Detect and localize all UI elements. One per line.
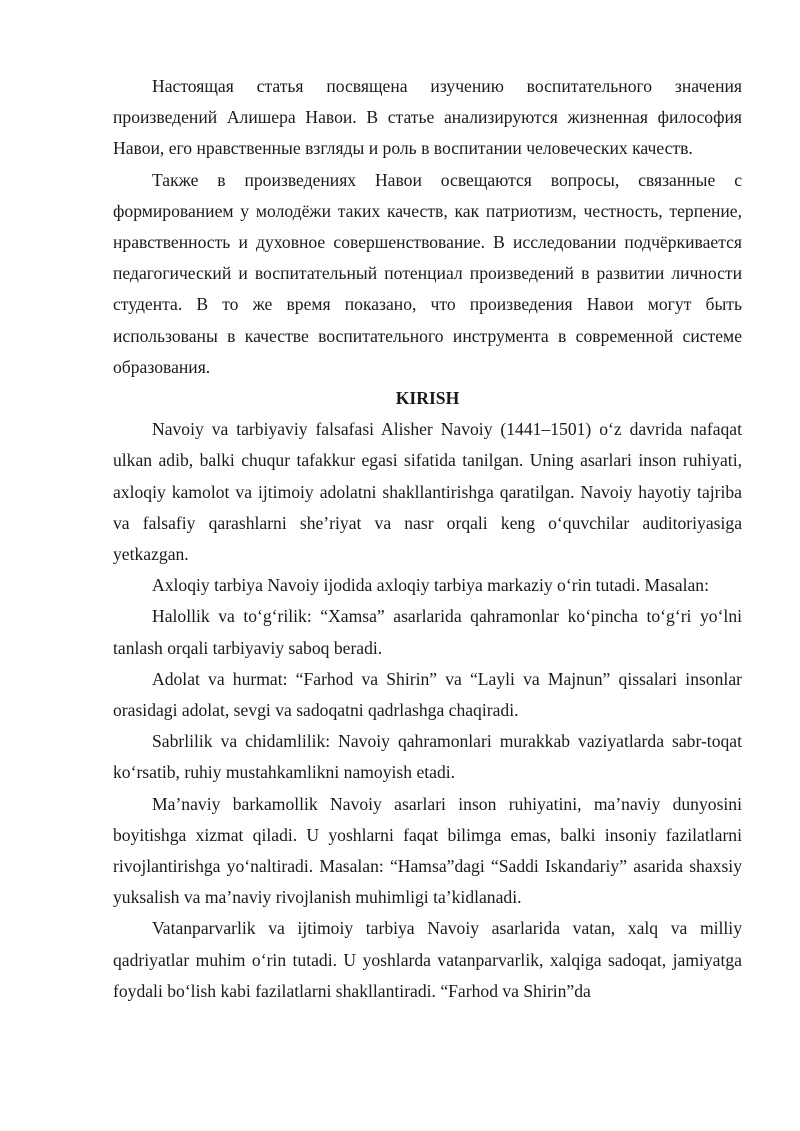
- section-heading: KIRISH: [395, 388, 460, 409]
- body-paragraph-6: Ma’naviy barkamollik Navoiy asarlari inson ruhiyatini, ma’naviy dunyosini boyitishga xizmat qiladi. U yoshlarni faqat bilimga emas, balki insoniy fazilatlarni rivojlantirishga yo‘naltiradi. Masalan: “Hamsa”dagi “Saddi Iskandariy” asarida shaxsiy yuksalish va ma’naviy rivojlanish muhimligi ta’kidlanadi.: [113, 793, 742, 908]
- document-page: [113, 71, 742, 1007]
- body-paragraph-5: Sabrlilik va chidamlilik: Navoiy qahramonlari murakkab vaziyatlarda sabr-toqat ko‘rsatib, ruhiy mustahkamlikni namoyish etadi.: [113, 731, 742, 783]
- body-paragraph-2: Axloqiy tarbiya Navoiy ijodida axloqiy tarbiya markaziy o‘rin tutadi. Masalan:: [152, 575, 709, 596]
- body-paragraph-1: Navoiy va tarbiyaviy falsafasi Alisher Navoiy (1441–1501) o‘z davrida nafaqat ulkan adib, balki chuqur tafakkur egasi sifatida tanilgan. Uning asarlari inson ruhiyati, axloqiy kamolot va ijtimoiy adolatni shakllantirishga qaratilgan. Navoiy hayotiy tajriba va falsafiy qarashlarni she’riyat va nasr orqali keng o‘quvchilar auditoriyasiga yetkazgan.: [113, 419, 742, 565]
- body-paragraph-3: Halollik va to‘g‘rilik: “Xamsa” asarlarida qahramonlar ko‘pincha to‘g‘ri yo‘lni tanlash orqali tarbiyaviy saboq beradi.: [113, 606, 742, 658]
- body-paragraph-7: Vatanparvarlik va ijtimoiy tarbiya Navoiy asarlarida vatan, xalq va milliy qadriyatlar muhim o‘rin tutadi. U yoshlarda vatanparvarlik, xalqiga sadoqat, jamiyatga foydali bo‘lish kabi fazilatlarni shakllantiradi. “Farhod va Shirin”da: [113, 918, 742, 1001]
- body-paragraph-4: Adolat va hurmat: “Farhod va Shirin” va “Layli va Majnun” qissalari insonlar orasidagi adolat, sevgi va sadoqatni qadrlashga chaqiradi.: [113, 668, 742, 721]
- abstract-paragraph-2: Также в произведениях Навои освещаются вопросы, связанные с формированием у молодёжи таких качеств, как патриотизм, честность, терпение, нравственность и духовное совершенствование. В исследовании подчёркивается педагогический и воспитательный потенциал произведений в развитии личности студента. В то же время показано, что произведения Навои могут быть использованы в качестве воспитательного инструмента в современной системе образования.: [113, 169, 742, 377]
- abstract-paragraph-1: Настоящая статья посвящена изучению воспитательного значения произведений Алишера Навои. В статье анализируются жизненная философия Навои, его нравственные взгляды и роль в воспитании человеческих качеств.: [113, 76, 742, 159]
